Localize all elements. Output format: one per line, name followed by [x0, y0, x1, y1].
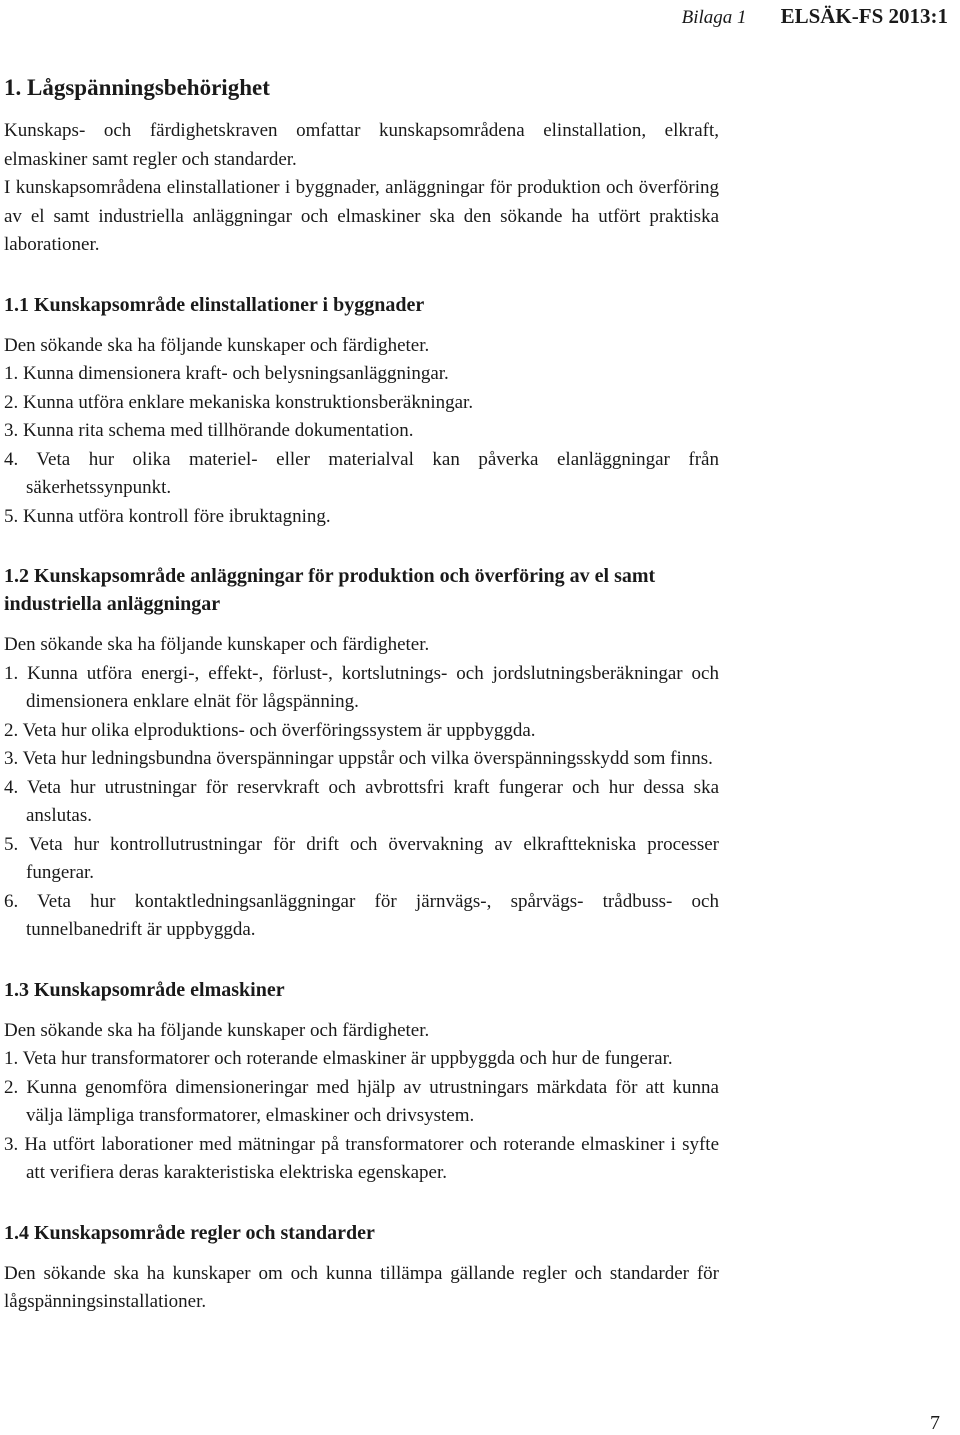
document-body	[4, 73, 719, 1348]
section-1-3	[4, 976, 719, 1188]
document-title: 1. Lågspänningsbehörighet	[4, 75, 270, 100]
section-1-2	[4, 562, 719, 945]
list-item: 4. Veta hur olika materiel- eller materialval kan påverka elanläggningar från säkerhetssynpunkt.	[4, 448, 719, 498]
list-item: 3. Veta hur ledningsbundna överspänningar uppstår och vilka överspänningsskydd som finns.	[4, 748, 713, 769]
requirement-list	[4, 1045, 719, 1188]
list-item: 2. Kunna utföra enklare mekaniska konstruktionsberäkningar.	[4, 391, 474, 413]
intro-paragraph-2: I kunskapsområdena elinstallationer i byggnader, anläggningar för produktion och överföring av el samt industriella anläggningar och elmaskiner ska den sökande ha utfört praktiska laborationer.	[4, 177, 719, 255]
section-lead: Den sökande ska ha kunskaper om och kunna tillämpa gällande regler och standarder för lågspänningsinstallationer.	[4, 1262, 719, 1312]
section-lead: Den sökande ska ha följande kunskaper och färdigheter.	[4, 1019, 430, 1041]
list-item: 3. Ha utfört laborationer med mätningar på transformatorer och roterande elmaskiner i syfte att verifiera deras karakteristiska elektriska egenskaper.	[4, 1133, 719, 1183]
list-item: 2. Veta hur olika elproduktions- och överföringssystem är uppbyggda.	[4, 719, 536, 741]
section-heading: 1.1 Kunskapsområde elinstallationer i byggnader	[4, 293, 425, 316]
section-lead: Den sökande ska ha följande kunskaper och färdigheter.	[4, 334, 430, 356]
section-heading: 1.3 Kunskapsområde elmaskiner	[4, 978, 285, 1001]
requirement-list	[4, 360, 719, 531]
list-item: 1. Kunna dimensionera kraft- och belysningsanläggningar.	[4, 363, 449, 384]
list-item: 1. Kunna utföra energi-, effekt-, förlust-, kortslutnings- och jordslutningsberäkningar och dimensionera enklare elnät för lågspänning.	[4, 662, 719, 712]
appendix-label: Bilaga 1	[681, 7, 747, 28]
section-heading: 1.4 Kunskapsområde regler och standarder	[4, 1221, 375, 1244]
intro-section	[4, 117, 719, 260]
page-header	[682, 4, 948, 30]
list-item: 2. Kunna genomföra dimensioneringar med hjälp av utrustningars märkdata för att kunna välja lämpliga transformatorer, elmaskiner och drivsystem.	[4, 1076, 719, 1126]
list-item: 3. Kunna rita schema med tillhörande dokumentation.	[4, 420, 414, 441]
list-item: 5. Veta hur kontrollutrustningar för drift och övervakning av elkrafttekniska processer fungerar.	[4, 833, 719, 883]
regulation-code: ELSÄK-FS 2013:1	[780, 4, 948, 28]
section-1-1	[4, 291, 719, 532]
section-heading: 1.2 Kunskapsområde anläggningar för produktion och överföring av el samt industriella anläggningar	[4, 565, 656, 615]
section-1-4	[4, 1219, 719, 1317]
page-number: 7	[930, 1412, 940, 1434]
requirement-list	[4, 660, 719, 945]
section-lead: Den sökande ska ha följande kunskaper och färdigheter.	[4, 634, 430, 655]
list-item: 6. Veta hur kontaktledningsanläggningar för järnvägs-, spårvägs- trådbuss- och tunnelbanedrift är uppbyggda.	[4, 890, 719, 940]
list-item: 5. Kunna utföra kontroll före ibruktagning.	[4, 505, 331, 527]
list-item: 1. Veta hur transformatorer och roterande elmaskiner är uppbyggda och hur de fungerar.	[4, 1048, 673, 1069]
intro-paragraph-1: Kunskaps- och färdighetskraven omfattar kunskapsområdena elinstallation, elkraft, elmaskiner samt regler och standarder.	[4, 120, 719, 170]
list-item: 4. Veta hur utrustningar för reservkraft och avbrottsfri kraft fungerar och hur dessa ska anslutas.	[4, 776, 719, 826]
